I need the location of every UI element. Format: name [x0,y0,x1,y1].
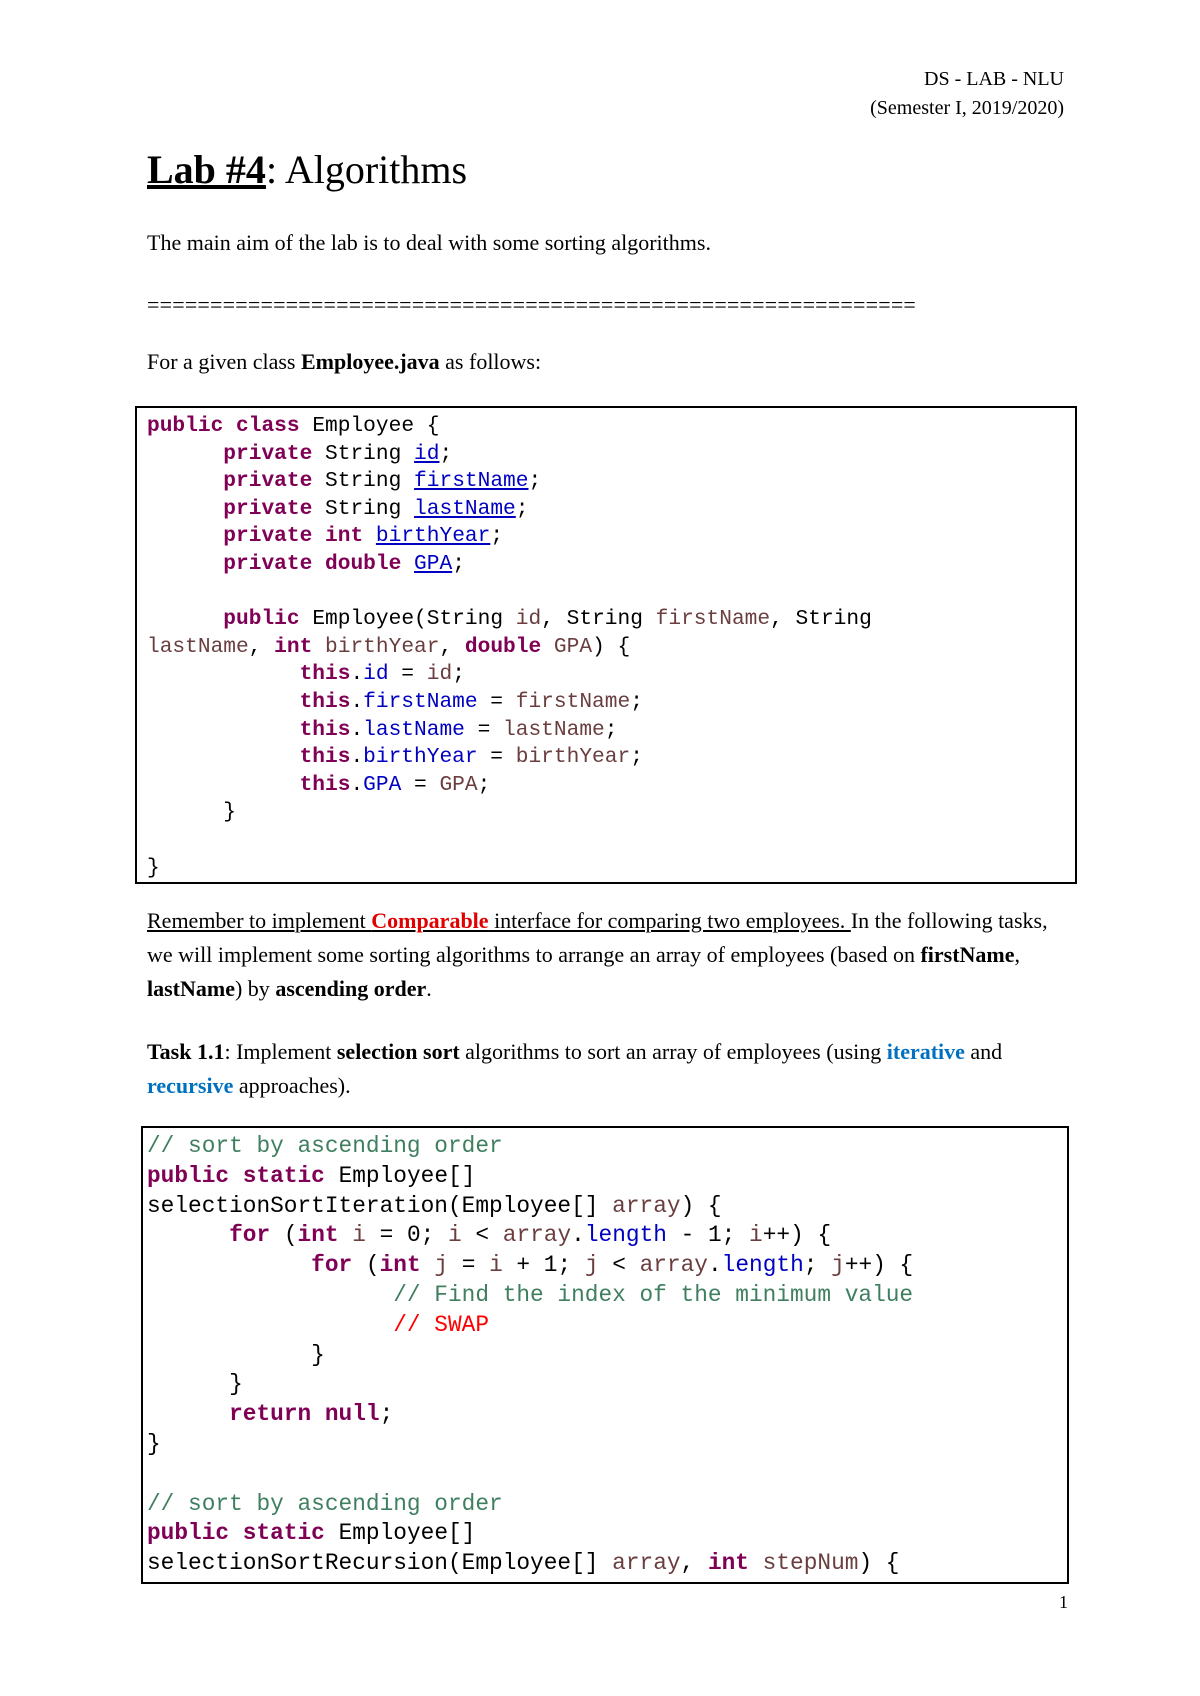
sort-code-box [141,1126,1069,1584]
course-header: DS - LAB - NLU [924,68,1064,90]
semester-header: (Semester I, 2019/2020) [870,97,1064,119]
separator-line: ============================================================= [147,292,917,317]
class-file-name: Employee.java [300,349,440,374]
title-rest: : Algorithms [265,147,468,192]
recursive-keyword: recursive [147,1073,234,1098]
employee-code-box [135,406,1077,884]
page-title [147,146,467,193]
sort-code: // sort by ascending order public static Employee[] selectionSortIteration(Employee[] array) { for (int i = 0; i < array.length - 1; i++) { for (int j = i + 1; j < array.length; j++) { // Find the index of the minimum value // SWAP } } return null; } // sort by ascending order public static Employee[] selectionSortRecursion(Employee[] array, int stepNum) { [147,1133,914,1577]
employee-code: public class Employee { private String id; private String firstName; private String lastName; private int birthYear; private double GPA; public Employee(String id, String firstName, String lastName, int birthYear, double GPA) { this.id = id; this.firstName = firstName; this.lastName = lastName; this.birthYear = birthYear; this.GPA = GPA; } } [147,414,872,880]
task-label: Task 1.1 [147,1039,225,1064]
lab-number: Lab #4 [147,147,266,192]
comparable-keyword: Comparable [371,908,489,933]
remember-paragraph: Remember to implement Comparable interface for comparing two employees. In the following tasks, we will implement some sorting algorithms to arrange an array of employees (based on firstName, lastName) by ascending order. [147,908,1048,1001]
page-number: 1 [1059,1592,1068,1612]
class-intro: For a given class Employee.java as follows: [147,349,542,374]
intro-text: The main aim of the lab is to deal with some sorting algorithms. [147,230,711,255]
task-paragraph: Task 1.1: Implement selection sort algorithms to sort an array of employees (using iterative and recursive approaches). [147,1039,1003,1098]
iterative-keyword: iterative [886,1039,965,1064]
